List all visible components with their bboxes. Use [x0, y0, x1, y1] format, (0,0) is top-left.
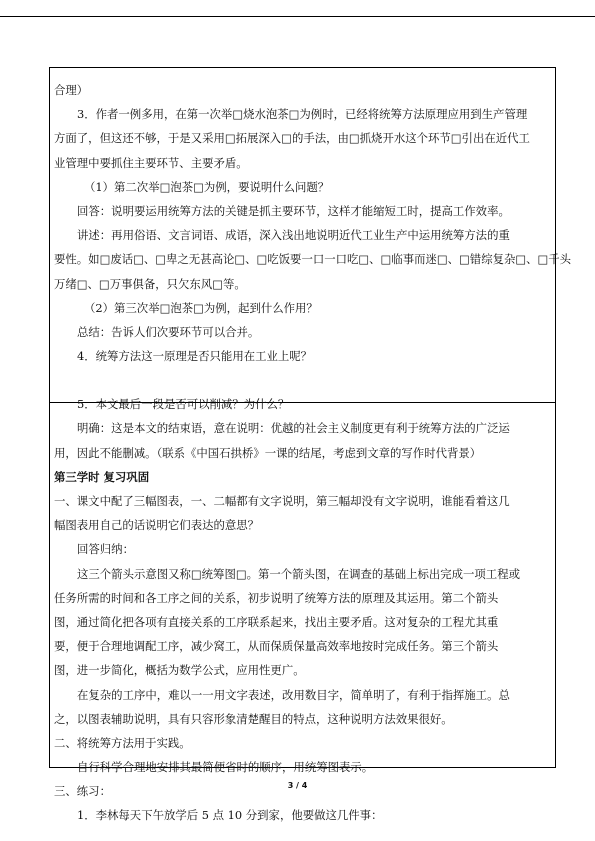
text-line: 业管理中要抓住主要环节、主要矛盾。 [54, 155, 248, 170]
text-line: 讲述：再用俗语、文言词语、成语，深入浅出地说明近代工业生产中运用统筹方法的重 [77, 228, 510, 243]
text-line: 要，便于合理地调配工序，减少窝工，从而保质保量高效率地按时完成任务。第三个箭头 [54, 639, 499, 654]
text-line: 在复杂的工序中，难以一一用文字表述，改用数目字，简单明了，有利于指挥施工。总 [77, 687, 510, 702]
blank-line [54, 368, 550, 392]
text-line: 一、课文中配了三幅图表，一、二幅都有文字说明，第三幅却没有文字说明，谁能看着这几 [54, 494, 510, 508]
text-line: 要性。如□废话□、□卑之无甚高论□、□吃饭要一口一口吃□、□临事而迷□、□错综复杂□、□千头 [54, 252, 572, 267]
section-heading: 第三学时 复习巩固 [54, 469, 150, 484]
text-line: 总结：告诉人们次要环节可以合并。 [77, 324, 260, 339]
text-line: 3．作者一例多用，在第一次举□烧水泡茶□为例时，已经将统筹方法原理应用到生产管理 [77, 107, 528, 122]
text-line: 三、练习： [54, 784, 111, 799]
content-body [54, 78, 572, 828]
text-line: 回答：说明要运用统筹方法的关键是抓主要环节，这样才能缩短工时，提高工作效率。 [77, 203, 510, 218]
text-line: 5．本文最后一段是否可以削减？为什么？ [77, 397, 290, 412]
text-line: （1）第二次举□泡茶□为例，要说明什么问题？ [84, 179, 330, 194]
text-line: 合理） [54, 83, 89, 97]
text-line: （2）第三次举□泡茶□为例，起到什么作用？ [84, 300, 318, 315]
text-line: 用，因此不能删减。（联系《中国石拱桥》一课的结尾，考虑到文章的写作时代背景） [54, 445, 482, 460]
text-line: 二、将统筹方法用于实践。 [54, 735, 191, 750]
text-line: 万绪□、□万事俱备，只欠东风□等。 [54, 276, 246, 291]
text-line: 这三个箭头示意图又称□统筹图□。第一个箭头图，在调查的基础上标出完成一项工程或 [77, 566, 520, 581]
text-line: 自行科学合理地安排其最简便省时的顺序，用统筹图表示。 [77, 760, 374, 775]
header-rule [0, 16, 595, 17]
page-number: 3 / 4 [287, 781, 308, 790]
text-line: 图，进一步简化，概括为数学公式，应用性更广。 [54, 663, 305, 678]
text-line: 方面了，但这还不够，于是又采用□拓展深入□的手法，由□抓烧开水这个环节□引出在近代工 [54, 131, 530, 146]
text-line: 之，以图表辅助说明，具有只容形象清楚醒目的特点，这种说明方法效果很好。 [54, 711, 453, 726]
text-line: 图，通过简化把各项有直接关系的工序联系起来，找出主要矛盾。这对复杂的工程尤其重 [54, 614, 499, 629]
text-line: 明确：这是本文的结束语，意在说明：优越的社会主义制度更有利于统筹方法的广泛运 [77, 421, 510, 436]
text-line: 回答归纳： [77, 542, 134, 557]
text-line: 4．统筹方法这一原理是否只能用在工业上呢？ [77, 349, 313, 364]
text-line: 1．李林每天下午放学后 5 点 10 分到家，他要做这几件事： [77, 808, 383, 823]
text-line: 任务所需的时间和各工序之间的关系，初步说明了统筹方法的原理及其运用。第二个箭头 [54, 590, 499, 605]
text-line: 幅图表用自己的话说明它们表达的意思？ [54, 518, 260, 533]
